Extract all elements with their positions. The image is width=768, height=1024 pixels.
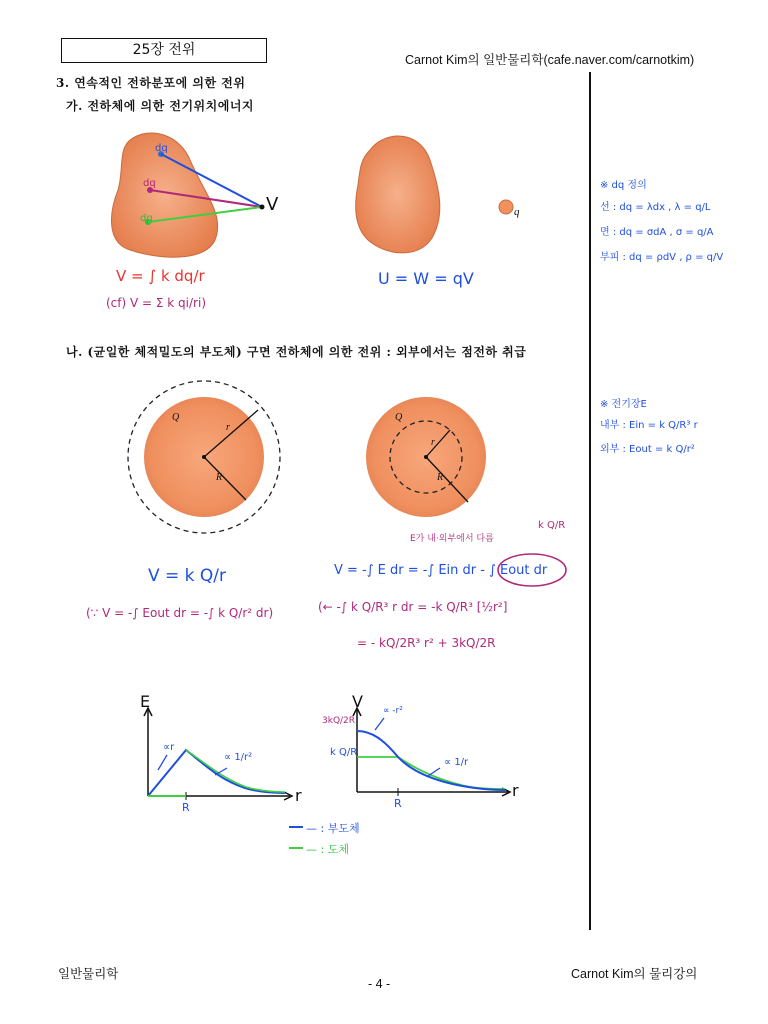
- graph-V: [353, 708, 510, 796]
- sphere2-label-Q: Q: [395, 412, 403, 423]
- side-note-dq-volume: 부피 : dq = ρdV , ρ = q/V: [600, 252, 724, 263]
- section-3-title: 3. 연속적인 전하분포에 의한 전위: [56, 76, 246, 90]
- eq-V-outside-proof: (∵ V = -∫ Eout dr = -∫ k Q/r² dr): [86, 606, 274, 620]
- graph-E-ann-inverse-square: ∝ 1/r²: [224, 752, 253, 763]
- formula-V-sum: (cf) V = Σ k qi/ri): [106, 296, 206, 310]
- label-dq2: dq: [143, 178, 156, 189]
- graph-E-ylabel: E: [140, 692, 151, 711]
- side-note-E-outer: 외부 : Eout = k Q/r²: [600, 444, 695, 455]
- eq-V-inside-step: (← -∫ k Q/R³ r dr = -k Q/R³ [½r²]: [318, 600, 508, 614]
- side-note-E-title: ※ 전기장E: [600, 399, 647, 410]
- graph-V-ann-3kQ2R: 3kQ/2R: [322, 716, 356, 726]
- label-V: V: [266, 194, 279, 215]
- sphere1-label-Q: Q: [172, 412, 180, 423]
- legend-insulator: — : 부도체: [306, 822, 360, 835]
- graph-V-xlabel: r: [512, 781, 519, 800]
- chapter-title-box: 25장 전위: [61, 38, 267, 63]
- sphere2-label-R: R: [437, 472, 444, 483]
- side-note-E-inner: 내부 : Ein = k Q/R³ r: [600, 420, 698, 431]
- graph-V-tick-R: R: [394, 797, 402, 810]
- point-charge-q: [499, 200, 513, 214]
- legend-conductor: — : 도체: [306, 843, 349, 856]
- eq-V-outside: V = k Q/r: [148, 566, 227, 586]
- graph-E-tick-R: R: [182, 801, 190, 814]
- formula-V-integral: V = ∫ k dq/r: [116, 267, 205, 285]
- label-dq1: dq: [155, 143, 168, 154]
- graph-V-ann-inverse: ∝ 1/r: [444, 757, 469, 768]
- graph-E-xlabel: r: [295, 786, 302, 805]
- graph-E: [144, 708, 292, 800]
- footer-page-number: - 4 -: [368, 977, 391, 991]
- eq-V-inside: V = -∫ E dr = -∫ Ein dr - ∫ Eout dr: [334, 563, 548, 578]
- charge-blob-2: [356, 136, 440, 253]
- label-dq3: dq: [140, 213, 153, 224]
- side-note-dq-area: 면 : dq = σdA , σ = q/A: [600, 227, 714, 238]
- eq-V-inside-result: = - kQ/2R³ r² + 3kQ/2R: [357, 636, 496, 650]
- section-3a-title: 가. 전하체에 의한 전기위치에너지: [66, 99, 255, 113]
- sphere1-label-r: r: [226, 422, 230, 433]
- label-q: q: [514, 206, 520, 218]
- side-note-dq-line: 선 : dq = λdx , λ = q/L: [600, 202, 711, 213]
- graph-E-ann-linear: ∝r: [163, 742, 175, 753]
- section-3b-title: 나. (균일한 체적밀도의 부도체) 구면 전하체에 의한 전위 : 외부에서는 점전하 취급: [66, 345, 527, 359]
- graph-V-ylabel: V: [352, 692, 363, 711]
- side-note-dq-title: ※ dq 정의: [600, 180, 647, 191]
- sphere2-label-r: r: [431, 437, 435, 448]
- graph-V-ann-quadratic: ∝ -r²: [383, 706, 403, 716]
- sphere1-label-R: R: [216, 472, 223, 483]
- graph-V-ann-kQR: k Q/R: [330, 747, 358, 758]
- annot-kQR: k Q/R: [538, 520, 566, 531]
- annot-E-differs: E가 내·외부에서 다름: [410, 534, 494, 544]
- formula-U: U = W = qV: [378, 269, 474, 288]
- footer-left: 일반물리학: [58, 967, 119, 981]
- header-source: Carnot Kim의 일반물리학(cafe.naver.com/carnotkim): [405, 53, 695, 67]
- footer-right: Carnot Kim의 물리강의: [571, 967, 698, 981]
